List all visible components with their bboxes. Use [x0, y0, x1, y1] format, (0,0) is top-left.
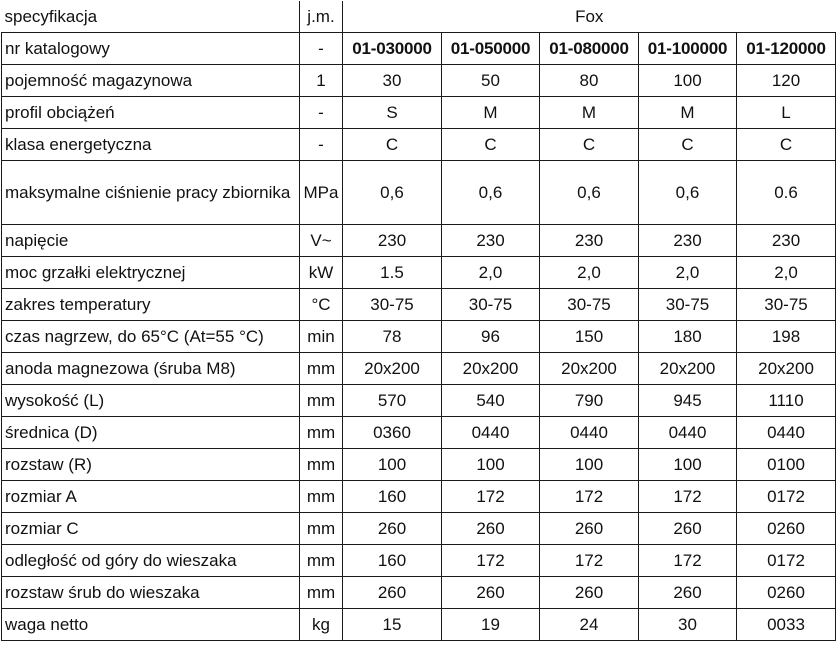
row-value-cell: 01-030000 [343, 33, 442, 65]
row-value-cell: 2,0 [442, 257, 540, 289]
row-value-cell: 0260 [737, 513, 836, 545]
row-value-cell: 260 [639, 577, 737, 609]
row-value-cell: 50 [442, 65, 540, 97]
row-unit: kW [300, 257, 343, 289]
row-value-cell: 172 [639, 545, 737, 577]
row-value-cell: L [737, 97, 836, 129]
row-value-cell: 540 [442, 385, 540, 417]
row-value-cell: 24 [540, 609, 639, 641]
row-value-cell: 0360 [343, 417, 442, 449]
table-header-row [2, 1, 836, 33]
row-unit: V~ [300, 225, 343, 257]
row-unit: mm [300, 385, 343, 417]
row-value-cell: 0.6 [737, 161, 836, 225]
table-row [2, 65, 836, 97]
row-spec-name: zakres temperatury [2, 289, 300, 321]
row-spec-name: średnica (D) [2, 417, 300, 449]
row-spec-name: moc grzałki elektrycznej [2, 257, 300, 289]
row-value-cell: 01-080000 [540, 33, 639, 65]
row-value-cell: 30 [343, 65, 442, 97]
row-value-cell: 30-75 [343, 289, 442, 321]
row-value-cell: 0172 [737, 481, 836, 513]
row-spec-name: pojemność magazynowa [2, 65, 300, 97]
row-value-cell: 230 [343, 225, 442, 257]
row-value-cell: C [343, 129, 442, 161]
table-row [2, 353, 836, 385]
row-value-cell: 0,6 [442, 161, 540, 225]
row-value-cell: 15 [343, 609, 442, 641]
row-value-cell: 100 [540, 449, 639, 481]
row-value-cell: 100 [343, 449, 442, 481]
table-row [2, 481, 836, 513]
row-value-cell: C [442, 129, 540, 161]
row-value-cell: 2,0 [540, 257, 639, 289]
row-spec-name: napięcie [2, 225, 300, 257]
row-value-cell: 19 [442, 609, 540, 641]
header-unit-label: j.m. [300, 1, 343, 33]
table-row [2, 129, 836, 161]
row-spec-name: rozstaw śrub do wieszaka [2, 577, 300, 609]
row-value-cell: 30-75 [540, 289, 639, 321]
row-value-cell: 0260 [737, 577, 836, 609]
row-value-cell: 01-100000 [639, 33, 737, 65]
row-value-cell: 2,0 [737, 257, 836, 289]
row-value-cell: 260 [639, 513, 737, 545]
row-value-cell: 100 [442, 449, 540, 481]
row-value-cell: M [639, 97, 737, 129]
row-value-cell: 100 [639, 65, 737, 97]
table-row [2, 417, 836, 449]
row-spec-name: waga netto [2, 609, 300, 641]
spec-table [1, 1, 836, 641]
row-value-cell: 2,0 [639, 257, 737, 289]
row-value-cell: 0440 [639, 417, 737, 449]
table-row [2, 609, 836, 641]
table-row [2, 33, 836, 65]
row-value-cell: 120 [737, 65, 836, 97]
row-value-cell: 80 [540, 65, 639, 97]
row-value-cell: 20x200 [540, 353, 639, 385]
row-value-cell: 198 [737, 321, 836, 353]
row-value-cell: 0033 [737, 609, 836, 641]
header-spec-label: specyfikacja [2, 1, 300, 33]
table-row [2, 257, 836, 289]
header-brand-label: Fox [343, 1, 836, 33]
row-spec-name: czas nagrzew, do 65°C (At=55 °C) [2, 321, 300, 353]
row-value-cell: 172 [442, 545, 540, 577]
row-value-cell: 160 [343, 545, 442, 577]
row-value-cell: 260 [540, 513, 639, 545]
row-unit: mm [300, 577, 343, 609]
row-unit: - [300, 33, 343, 65]
table-row [2, 321, 836, 353]
row-value-cell: M [442, 97, 540, 129]
row-value-cell: 150 [540, 321, 639, 353]
row-value-cell: 01-050000 [442, 33, 540, 65]
row-value-cell: 78 [343, 321, 442, 353]
row-unit: MPa [300, 161, 343, 225]
row-value-cell: 260 [442, 513, 540, 545]
row-unit: min [300, 321, 343, 353]
row-value-cell: 0440 [737, 417, 836, 449]
row-value-cell: 0,6 [639, 161, 737, 225]
row-value-cell: 30-75 [442, 289, 540, 321]
row-value-cell: 172 [639, 481, 737, 513]
row-value-cell: 180 [639, 321, 737, 353]
row-unit: - [300, 129, 343, 161]
row-value-cell: 160 [343, 481, 442, 513]
table-row [2, 161, 836, 225]
row-unit: mm [300, 449, 343, 481]
row-value-cell: 0440 [540, 417, 639, 449]
row-spec-name: klasa energetyczna [2, 129, 300, 161]
row-value-cell: 230 [442, 225, 540, 257]
row-value-cell: 172 [540, 481, 639, 513]
row-value-cell: C [540, 129, 639, 161]
row-value-cell: 790 [540, 385, 639, 417]
row-unit: mm [300, 417, 343, 449]
row-spec-name: maksymalne ciśnienie pracy zbiornika [2, 161, 300, 225]
row-value-cell: 1110 [737, 385, 836, 417]
row-value-cell: 172 [540, 545, 639, 577]
row-unit: - [300, 97, 343, 129]
spec-table-body [2, 1, 836, 641]
row-spec-name: rozmiar C [2, 513, 300, 545]
row-unit: kg [300, 609, 343, 641]
row-value-cell: 01-120000 [737, 33, 836, 65]
table-row [2, 225, 836, 257]
row-value-cell: 945 [639, 385, 737, 417]
table-row [2, 385, 836, 417]
spec-table-container [1, 1, 836, 641]
table-row [2, 577, 836, 609]
row-value-cell: 0,6 [540, 161, 639, 225]
row-value-cell: 20x200 [442, 353, 540, 385]
row-spec-name: wysokość (L) [2, 385, 300, 417]
row-value-cell: 230 [737, 225, 836, 257]
row-value-cell: 100 [639, 449, 737, 481]
row-unit: 1 [300, 65, 343, 97]
row-spec-name: profil obciążeń [2, 97, 300, 129]
row-value-cell: 20x200 [343, 353, 442, 385]
row-spec-name: anoda magnezowa (śruba M8) [2, 353, 300, 385]
row-unit: mm [300, 481, 343, 513]
row-value-cell: 230 [639, 225, 737, 257]
row-value-cell: 30 [639, 609, 737, 641]
row-unit: °C [300, 289, 343, 321]
row-value-cell: 0440 [442, 417, 540, 449]
row-value-cell: 0100 [737, 449, 836, 481]
row-value-cell: 570 [343, 385, 442, 417]
row-value-cell: 230 [540, 225, 639, 257]
row-value-cell: 20x200 [737, 353, 836, 385]
row-value-cell: 260 [343, 577, 442, 609]
table-row [2, 289, 836, 321]
table-row [2, 545, 836, 577]
row-unit: mm [300, 545, 343, 577]
row-value-cell: S [343, 97, 442, 129]
row-value-cell: 96 [442, 321, 540, 353]
row-spec-name: nr katalogowy [2, 33, 300, 65]
row-value-cell: 260 [343, 513, 442, 545]
row-value-cell: 20x200 [639, 353, 737, 385]
row-value-cell: 0,6 [343, 161, 442, 225]
row-spec-name: odległość od góry do wieszaka [2, 545, 300, 577]
row-value-cell: 260 [442, 577, 540, 609]
row-value-cell: 30-75 [639, 289, 737, 321]
table-row [2, 513, 836, 545]
row-spec-name: rozstaw (R) [2, 449, 300, 481]
table-row [2, 97, 836, 129]
row-unit: mm [300, 513, 343, 545]
row-value-cell: C [737, 129, 836, 161]
row-value-cell: 30-75 [737, 289, 836, 321]
row-value-cell: 0172 [737, 545, 836, 577]
row-value-cell: C [639, 129, 737, 161]
row-value-cell: M [540, 97, 639, 129]
row-value-cell: 172 [442, 481, 540, 513]
row-spec-name: rozmiar A [2, 481, 300, 513]
row-value-cell: 1.5 [343, 257, 442, 289]
row-unit: mm [300, 353, 343, 385]
table-row [2, 449, 836, 481]
row-value-cell: 260 [540, 577, 639, 609]
